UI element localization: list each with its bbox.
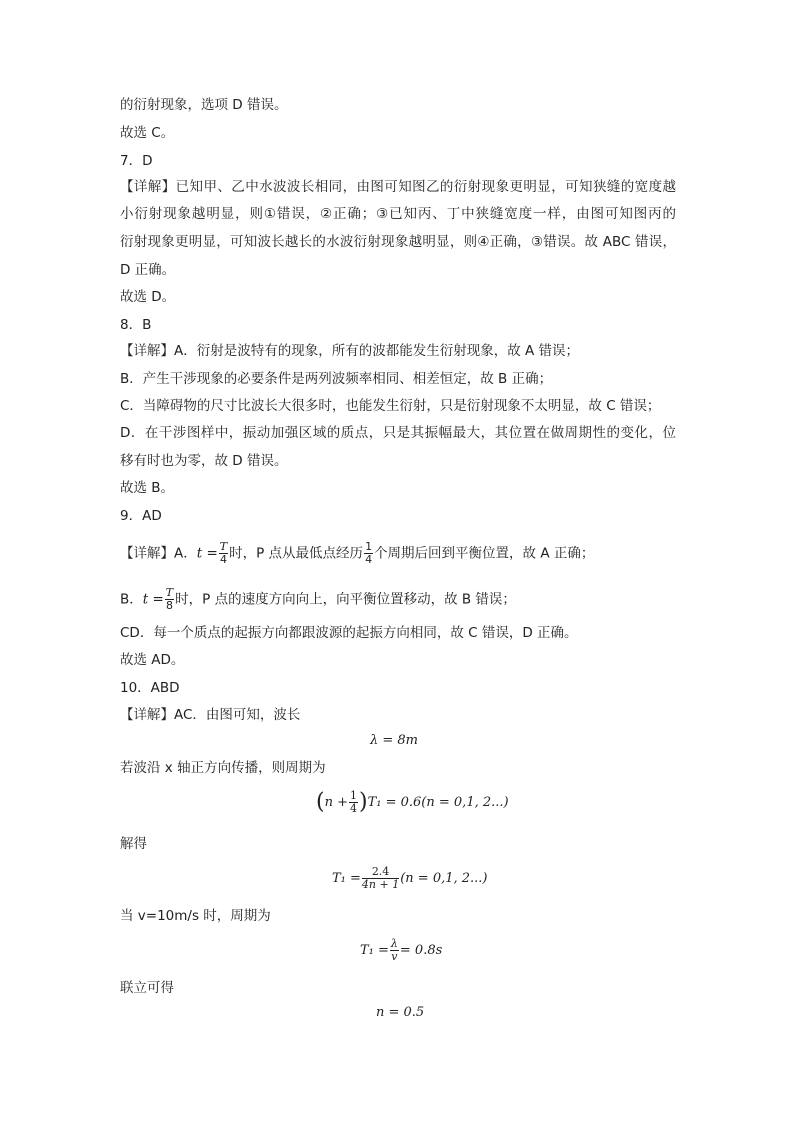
fraction-denominator: 4n + 1 [361, 878, 400, 891]
fraction-numerator: T [165, 586, 174, 599]
text-line: 若波沿 x 轴正方向传播，则周期为 [120, 760, 326, 776]
text-segment: 个周期后回到平衡位置，故 A 正确； [374, 545, 595, 562]
text-line: 衍射现象更明显，可知波长越长的水波衍射现象越明显，则④正确，③错误。故 ABC 错误， [120, 234, 676, 250]
fraction-denominator: 4 [350, 802, 357, 815]
fraction [165, 587, 174, 612]
equation-period-speed [360, 938, 442, 963]
math-expr: n + [324, 795, 348, 810]
fraction [362, 866, 399, 891]
text-line: CD．每一个质点的起振方向都跟波源的起振方向相同，故 C 错误，D 正确。 [120, 625, 578, 641]
text-segment: 【详解】A． [120, 545, 197, 562]
text-line: 移有时也为零，故 D 错误。 [120, 453, 288, 469]
text-line: 【详解】已知甲、乙中水波波长相同，由图可知图乙的衍射现象更明显，可知狭缝的宽度越 [120, 179, 676, 195]
text-line: B．产生干涉现象的必要条件是两列波频率相同、相差恒定，故 B 正确； [120, 371, 553, 387]
equation-n-value: n = 0.5 [376, 1005, 425, 1020]
text-line: 解得 [120, 836, 147, 852]
text-line: 【详解】A．衍射是波特有的现象，所有的波都能发生衍射现象，故 A 错误； [120, 343, 580, 359]
math-var: t = [196, 545, 218, 562]
answer-line: 故选 B。 [120, 480, 175, 496]
question-number: 9．AD [120, 508, 162, 524]
text-line: D 正确。 [120, 262, 176, 278]
question-number: 7．D [120, 153, 153, 169]
fraction-numerator: 1 [350, 789, 357, 802]
fraction-numerator: T [219, 540, 228, 553]
bracket-open: ( [316, 789, 325, 815]
text-line: 小衍射现象越明显，则①错误，②正确；③已知丙、丁中狭缝宽度一样，由图可知图丙的 [120, 206, 676, 222]
text-line [120, 541, 594, 566]
text-segment: B． [120, 591, 143, 608]
text-line: 【详解】AC．由图可知，波长 [120, 707, 301, 723]
fraction-numerator: λ [390, 937, 398, 950]
text-segment: 时，P 点的速度方向向上，向平衡位置移动，故 B 错误； [175, 591, 516, 608]
text-line: 的衍射现象，选项 D 错误。 [120, 97, 288, 113]
math-expr: (n = 0,1, 2...) [400, 871, 488, 886]
bracket-close: ) [359, 789, 368, 815]
math-expr: T₁ = 0.6(n = 0,1, 2...) [367, 795, 509, 810]
fraction-numerator: 1 [365, 540, 373, 553]
text-line: 联立可得 [120, 980, 174, 996]
fraction [390, 938, 399, 963]
answer-line: 故选 AD。 [120, 652, 185, 668]
text-line: 故选 C。 [120, 125, 175, 141]
fraction-denominator: 8 [165, 599, 173, 612]
math-expr: T₁ = [360, 943, 389, 958]
fraction-denominator: 4 [365, 553, 373, 566]
math-expr: T₁ = [332, 871, 361, 886]
text-line: D．在干涉图样中，振动加强区域的质点，只是其振幅最大，其位置在做周期性的变化，位 [120, 425, 676, 441]
fraction-denominator: v [391, 950, 398, 963]
question-number: 8．B [120, 317, 152, 333]
math-expr: = 0.8s [399, 943, 443, 958]
equation-period-solution [332, 866, 488, 891]
equation-period-positive [316, 790, 509, 815]
text-segment: 时，P 点从最低点经历 [229, 545, 364, 562]
text-line: 当 v=10m/s 时，周期为 [120, 908, 271, 924]
fraction [349, 790, 358, 815]
text-line [120, 587, 516, 612]
fraction-numerator: 2.4 [362, 866, 399, 879]
fraction [219, 541, 228, 566]
equation-wavelength: λ = 8m [370, 733, 418, 748]
answer-line: 故选 D。 [120, 289, 176, 305]
math-var: t = [142, 591, 164, 608]
text-line: C．当障碍物的尺寸比波长大很多时，也能发生衍射，只是衍射现象不太明显，故 C 错误； [120, 398, 661, 414]
fraction [364, 541, 373, 566]
question-number: 10．ABD [120, 680, 180, 696]
fraction-denominator: 4 [219, 553, 227, 566]
